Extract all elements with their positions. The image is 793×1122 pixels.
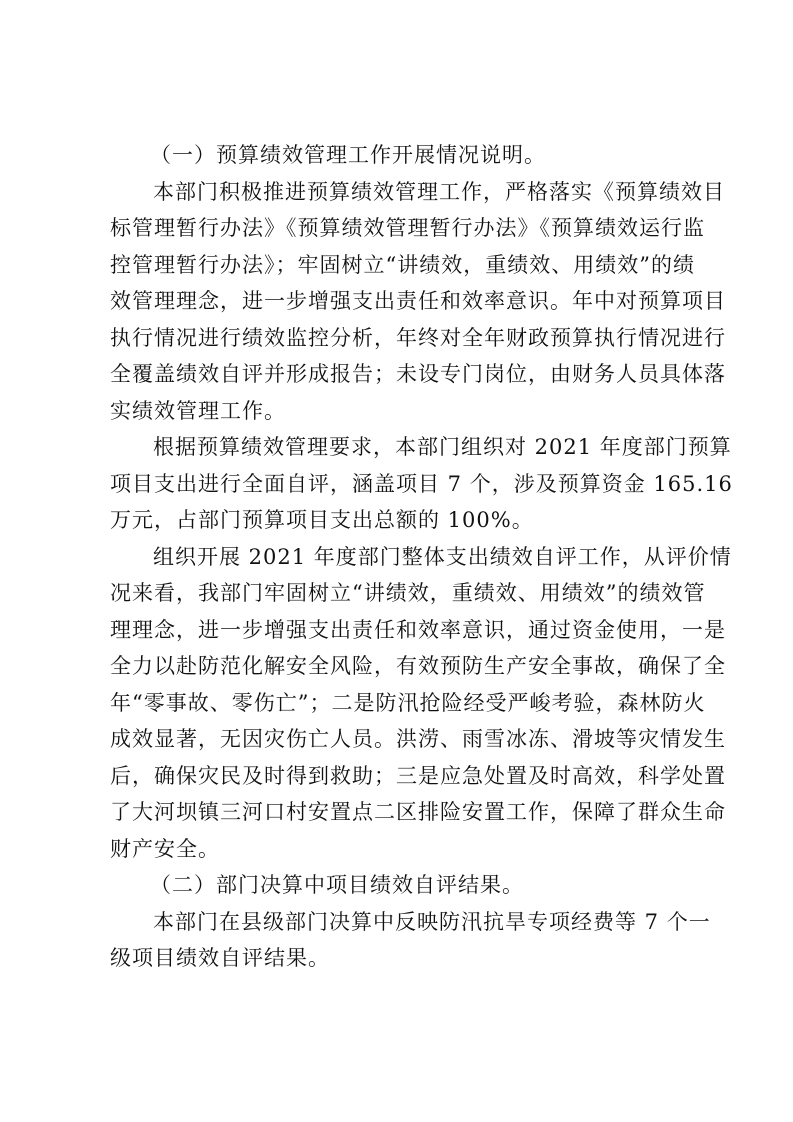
paragraph-line: 本部门在县级部门决算中反映防汛抗旱专项经费等 7 个一 bbox=[153, 909, 711, 934]
paragraph-line: 成效显著，无因灾伤亡人员。洪涝、雨雪冰冻、滑坡等灾情发生 bbox=[110, 727, 726, 751]
paragraph-line: 级项目绩效自评结果。 bbox=[110, 946, 330, 970]
paragraph-line: 实绩效管理工作。 bbox=[110, 398, 286, 423]
paragraph-4 bbox=[110, 904, 711, 977]
paragraph-line: 财产安全。 bbox=[110, 836, 220, 861]
paragraph-line: 效管理理念，进一步增强支出责任和效率意识。年中对预算项目 bbox=[110, 289, 726, 313]
paragraph-line: 本部门积极推进预算绩效管理工作，严格落实《预算绩效目 bbox=[153, 179, 725, 204]
paragraph-line: 根据预算绩效管理要求，本部门组织对 2021 年度部门预算 bbox=[153, 435, 732, 459]
document-page bbox=[110, 137, 733, 977]
paragraph-line: 标管理暂行办法》《预算绩效管理暂行办法》《预算绩效运行监 bbox=[110, 216, 705, 240]
paragraph-line: 理理念，进一步增强支出责任和效率意识，通过资金使用，一是 bbox=[110, 617, 726, 642]
paragraph-line: 年“零事故、零伤亡”；二是防汛抢险经受严峻考验，森林防火 bbox=[110, 690, 706, 715]
paragraph-line: 全覆盖绩效自评并形成报告；未设专门岗位，由财务人员具体落 bbox=[110, 362, 726, 386]
paragraph-line: 后，确保灾民及时得到救助；三是应急处置及时高效，科学处置 bbox=[110, 763, 726, 788]
section-heading-1: （一）预算绩效管理工作开展情况说明。 bbox=[150, 143, 546, 167]
section-heading-2: （二）部门决算中项目绩效自评结果。 bbox=[150, 873, 524, 897]
paragraph-line: 万元，占部门预算项目支出总额的 100%。 bbox=[110, 508, 534, 532]
paragraph-line: 执行情况进行绩效监控分析，年终对全年财政预算执行情况进行 bbox=[110, 325, 726, 350]
paragraph-line: 了大河坝镇三河口村安置点二区排险安置工作，保障了群众生命 bbox=[110, 800, 726, 824]
paragraph-2 bbox=[110, 429, 733, 539]
paragraph-line: 全力以赴防范化解安全风险，有效预防生产安全事故，确保了全 bbox=[110, 654, 726, 678]
paragraph-line: 组织开展 2021 年度部门整体支出绩效自评工作，从评价情 bbox=[153, 544, 732, 569]
paragraph-line: 控管理暂行办法》；牢固树立“讲绩效，重绩效、用绩效”的绩 bbox=[110, 252, 695, 277]
paragraph-line: 项目支出进行全面自评，涵盖项目 7 个，涉及预算资金 165.16 bbox=[110, 471, 733, 496]
paragraph-1 bbox=[110, 174, 726, 430]
paragraph-line: 况来看，我部门牢固树立“讲绩效，重绩效、用绩效”的绩效管 bbox=[110, 581, 706, 605]
paragraph-3 bbox=[110, 539, 732, 868]
